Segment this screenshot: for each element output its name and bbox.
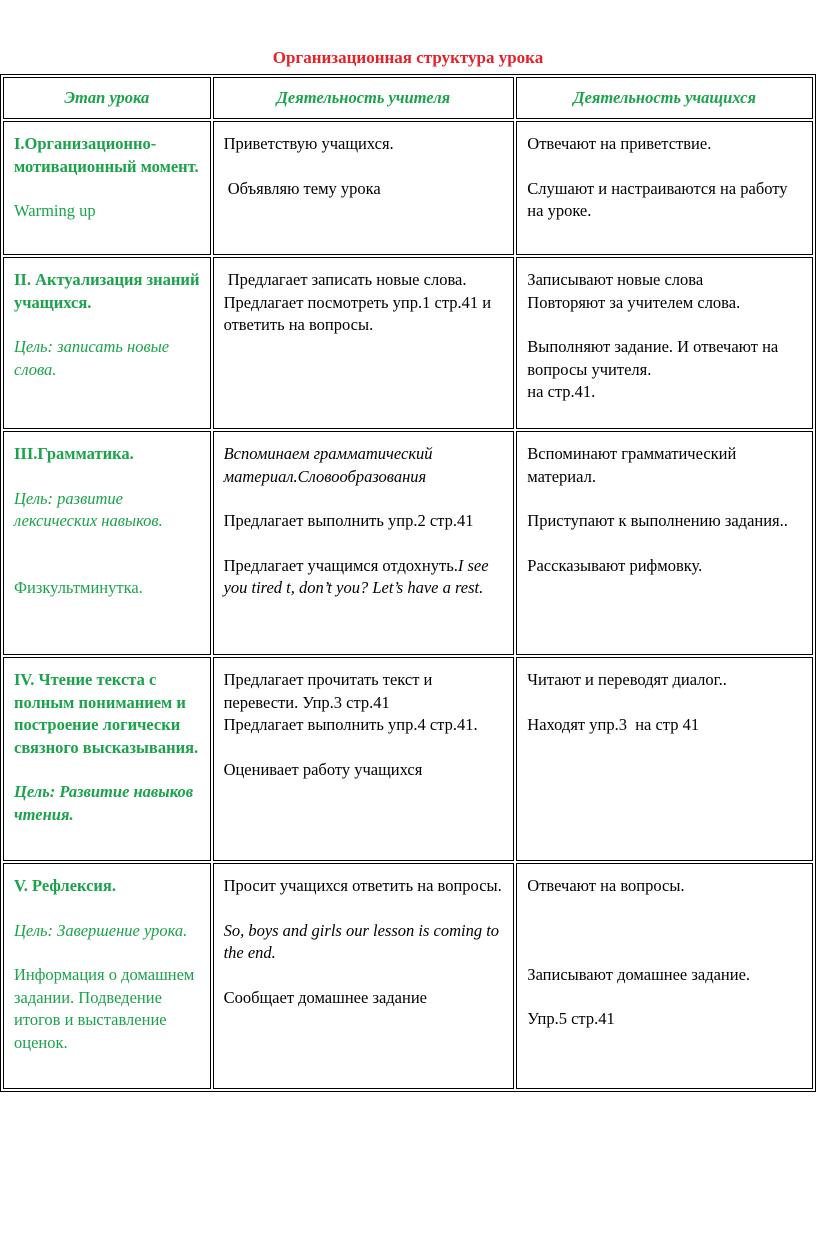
students-text: Выполняют задание. И отвечают на вопросы учителя. xyxy=(527,337,779,379)
students-text: Отвечают на вопросы. xyxy=(527,876,685,895)
table-row xyxy=(3,121,813,255)
teacher-text-english: I see you tired t, don’t you? Let’s have a rest. xyxy=(223,555,489,597)
teacher-text: Просит учащихся ответить на вопросы. xyxy=(223,876,502,895)
stage-title: III.Грамматика. xyxy=(14,444,134,463)
students-text: Отвечают на приветствие. xyxy=(527,134,712,153)
stage-note: Информация о домашнем задании. Подведение итогов и выставление оценок. xyxy=(14,965,195,1052)
students-text: Записывают домашнее задание. xyxy=(527,964,751,984)
students-text: Слушают и настраиваются на работу на уроке. xyxy=(527,178,788,220)
students-text: Повторяют за учителем слова. xyxy=(527,292,741,312)
teacher-text: Предлагает выполнить упр.2 стр.41 xyxy=(223,511,474,530)
table-row xyxy=(3,431,813,655)
table-header-row xyxy=(3,77,813,119)
teacher-text: Сообщает домашнее задание xyxy=(223,987,427,1007)
students-cell xyxy=(516,863,813,1089)
students-cell xyxy=(516,257,813,429)
stage-title: II. Актуализация знаний учащихся. xyxy=(14,270,200,312)
stage-cell xyxy=(3,121,211,255)
header-stage: Этап урока xyxy=(3,77,211,119)
stage-cell xyxy=(3,257,211,429)
students-cell xyxy=(516,431,813,655)
stage-cell xyxy=(3,657,211,861)
teacher-text: Объявляю тему урока xyxy=(223,178,381,198)
students-text: Находят упр.3 на стр 41 xyxy=(527,714,700,734)
stage-goal: Цель: развитие лексических навыков. xyxy=(14,488,163,530)
students-text: Вспоминают грамматический материал. xyxy=(527,444,737,486)
stage-cell xyxy=(3,431,211,655)
table-row xyxy=(3,863,813,1089)
students-cell xyxy=(516,121,813,255)
teacher-text: Вспоминаем грамматический материал.Словообразования xyxy=(223,444,433,486)
teacher-cell xyxy=(213,657,515,861)
students-text: Приступают к выполнению задания.. xyxy=(527,511,788,530)
teacher-text: Предлагает выполнить упр.4 стр.41. xyxy=(223,715,478,734)
teacher-text: Приветствую учащихся. xyxy=(223,134,394,153)
teacher-text: So, boys and girls our lesson is coming to the end. xyxy=(223,920,500,962)
students-cell xyxy=(516,657,813,861)
table-row xyxy=(3,657,813,861)
table-row xyxy=(3,257,813,429)
page-title: Организационная структура урока xyxy=(272,48,544,67)
students-text: на стр.41. xyxy=(527,382,596,401)
stage-goal: Цель: Развитие навыков чтения. xyxy=(14,782,194,824)
stage-title: I.Организационно-мотивационный момент. xyxy=(14,134,199,176)
teacher-text: Предлагает записать новые слова. xyxy=(223,270,467,289)
students-text: Читают и переводят диалог.. xyxy=(527,670,727,689)
teacher-text: Оценивает работу учащихся xyxy=(223,759,423,779)
teacher-cell xyxy=(213,863,515,1089)
teacher-cell xyxy=(213,257,515,429)
students-text: Рассказывают рифмовку. xyxy=(527,555,703,575)
stage-note: Warming up xyxy=(14,201,96,220)
students-text: Упр.5 стр.41 xyxy=(527,1009,615,1028)
teacher-cell xyxy=(213,121,515,255)
teacher-text: Предлагает прочитать текст и перевести. Упр.3 стр.41 xyxy=(223,670,433,712)
stage-note: Физкультминутка. xyxy=(14,577,143,597)
teacher-text: Предлагает посмотреть упр.1 стр.41 и ответить на вопросы. xyxy=(223,292,492,334)
header-teacher: Деятельность учителя xyxy=(213,77,515,119)
stage-title: V. Рефлексия. xyxy=(14,876,116,895)
teacher-text-plain: Предлагает учащимся отдохнуть. xyxy=(223,555,458,575)
teacher-cell xyxy=(213,431,515,655)
stage-goal: Цель: Завершение урока. xyxy=(14,920,188,940)
header-students: Деятельность учащихся xyxy=(516,77,813,119)
teacher-text xyxy=(224,555,505,600)
students-text: Записывают новые слова xyxy=(527,270,704,289)
stage-goal: Цель: записать новые слова. xyxy=(14,337,170,379)
lesson-structure-table xyxy=(0,74,816,1092)
stage-cell xyxy=(3,863,211,1089)
stage-title: IV. Чтение текста с полным пониманием и построение логически связного высказывания. xyxy=(14,670,199,757)
